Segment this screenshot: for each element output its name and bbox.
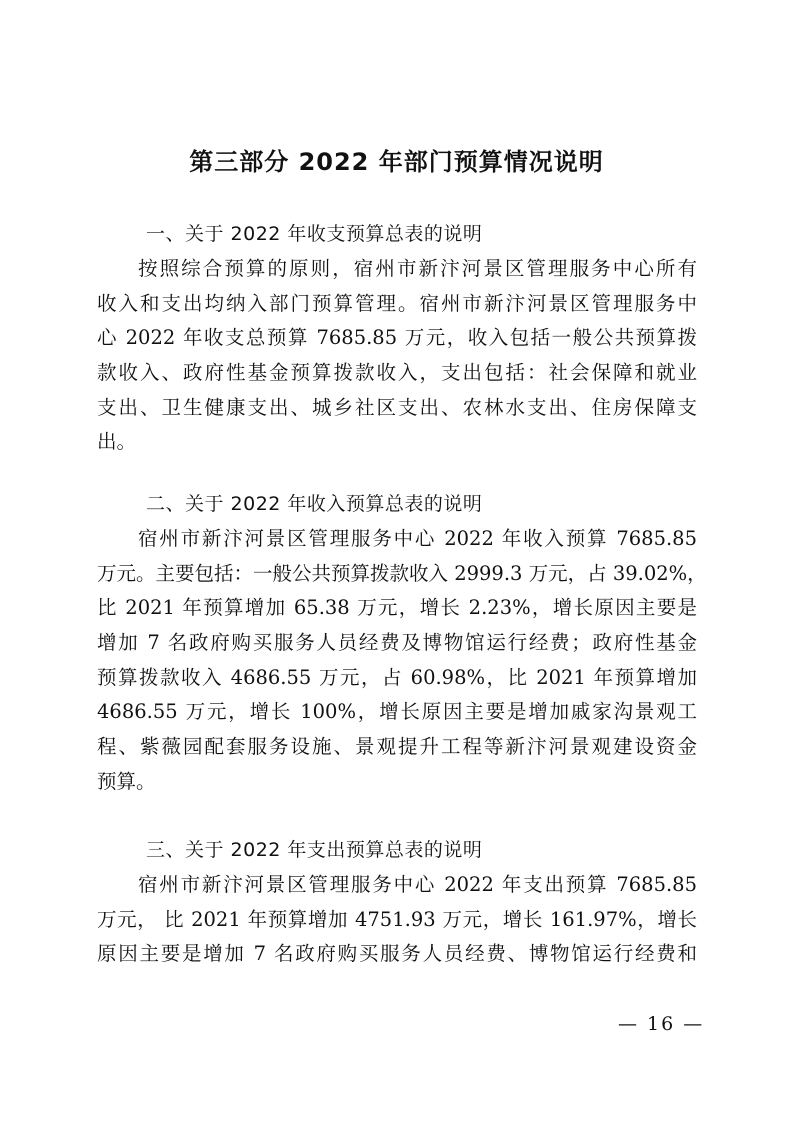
paragraph-line: 预算拨款收入 4686.55 万元，占 60.98%，比 2021 年预算增加	[97, 665, 697, 689]
paragraph-line: 万元， 比 2021 年预算增加 4751.93 万元，增长 161.97%，增长	[97, 907, 697, 931]
paragraph-line: 心 2022 年收支总预算 7685.85 万元，收入包括一般公共预算拨	[97, 326, 697, 350]
paragraph-line: 按照综合预算的原则，宿州市新汴河景区管理服务中心所有	[138, 257, 697, 280]
paragraph-line: 4686.55 万元，增长 100%，增长原因主要是增加戚家沟景观工	[97, 700, 697, 724]
paragraph-line: 预算。	[97, 769, 156, 793]
section-body-1	[97, 252, 697, 460]
paragraph-line: 比 2021 年预算增加 65.38 万元，增长 2.23%，增长原因主要是	[97, 596, 697, 620]
page-title: 第三部分 2022 年部门预算情况说明	[189, 148, 604, 176]
paragraph-line: 万元。主要包括：一般公共预算拨款收入 2999.3 万元，占 39.02%，	[97, 561, 707, 585]
paragraph-line: 出。	[97, 430, 137, 454]
paragraph-line: 宿州市新汴河景区管理服务中心 2022 年支出预算 7685.85	[138, 873, 697, 896]
section-heading-1: 一、关于 2022 年收支预算总表的说明	[146, 223, 483, 245]
paragraph-line: 支出、卫生健康支出、城乡社区支出、农林水支出、住房保障支	[97, 395, 697, 419]
paragraph-line: 程、紫薇园配套服务设施、景观提升工程等新汴河景观建设资金	[97, 735, 697, 759]
paragraph-line: 增加 7 名政府购买服务人员经费及博物馆运行经费；政府性基金	[97, 631, 697, 655]
paragraph-line: 收入和支出均纳入部门预算管理。宿州市新汴河景区管理服务中	[97, 291, 697, 315]
paragraph-line: 原因主要是增加 7 名政府购买服务人员经费、博物馆运行经费和	[97, 942, 697, 966]
section-heading-2: 二、关于 2022 年收入预算总表的说明	[146, 493, 483, 515]
section-heading-3: 三、关于 2022 年支出预算总表的说明	[146, 839, 483, 861]
paragraph-line: 宿州市新汴河景区管理服务中心 2022 年收入预算 7685.85	[138, 527, 697, 550]
section-body-2	[97, 522, 707, 800]
section-body-3	[97, 868, 697, 972]
page-number: — 16 —	[618, 1013, 705, 1035]
paragraph-line: 款收入、政府性基金预算拨款收入，支出包括：社会保障和就业	[97, 361, 697, 385]
